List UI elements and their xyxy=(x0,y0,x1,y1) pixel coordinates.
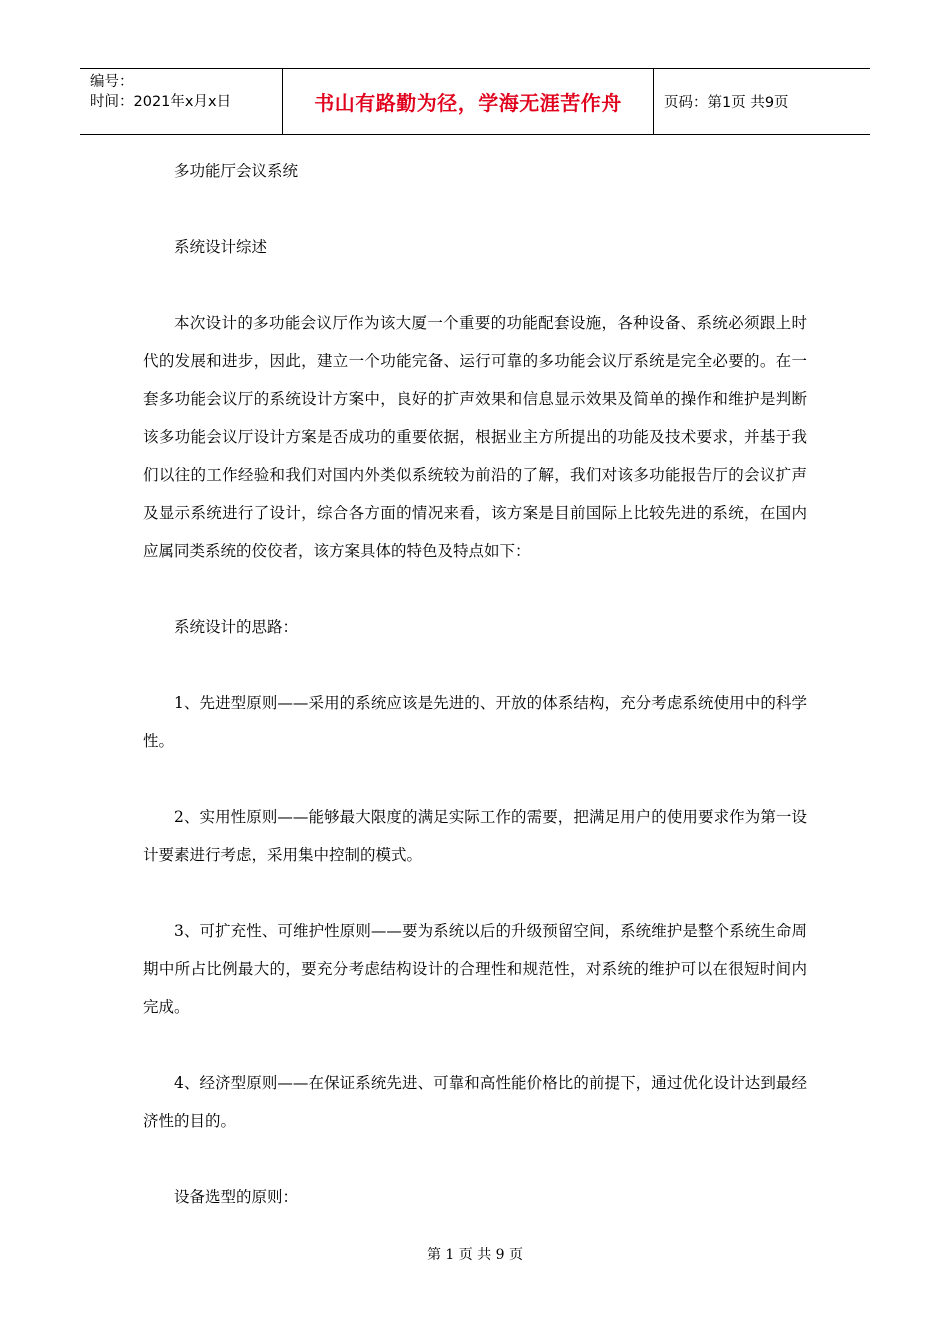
principle-item: 1、先进型原则——采用的系统应该是先进的、开放的体系结构，充分考虑系统使用中的科学性。 xyxy=(143,694,807,750)
footer-page-number: 第 1 页 共 9 页 xyxy=(426,1247,524,1263)
motto: 书山有路勤为径，学海无涯苦作舟 xyxy=(314,91,622,115)
page-footer xyxy=(0,1244,950,1264)
section-heading-overview: 系统设计综述 xyxy=(174,238,268,256)
section-heading-thinking: 系统设计的思路： xyxy=(174,618,299,636)
date-label: 时间：2021年x月x日 xyxy=(90,94,232,110)
header-motto-cell xyxy=(282,69,654,134)
page-code: 页码：第1页 共9页 xyxy=(664,95,789,111)
page-header xyxy=(80,68,870,135)
document-title: 多功能厅会议系统 xyxy=(174,162,299,180)
document-body xyxy=(143,152,807,1216)
section-heading-selection: 设备选型的原则： xyxy=(174,1188,299,1206)
overview-paragraph: 本次设计的多功能会议厅作为该大厦一个重要的功能配套设施，各种设备、系统必须跟上时代的发展和进步，因此，建立一个功能完备、运行可靠的多功能会议厅系统是完全必要的。在一套多功能会议厅的系统设计方案中，良好的扩声效果和信息显示效果及简单的操作和维护是判断该多功能会议厅设计方案是否成功的重要依据，根据业主方所提出的功能及技术要求，并基于我们以往的工作经验和我们对国内外类似系统较为前沿的了解，我们对该多功能报告厅的会议扩声及显示系统进行了设计，综合各方面的情况来看，该方案是目前国际上比较先进的系统，在国内应属同类系统的佼佼者，该方案具体的特色及特点如下： xyxy=(143,314,807,560)
header-page-code-cell xyxy=(654,69,870,134)
principle-item: 3、可扩充性、可维护性原则——要为系统以后的升级预留空间，系统维护是整个系统生命周期中所占比例最大的，要充分考虑结构设计的合理性和规范性，对系统的维护可以在很短时间内完成。 xyxy=(143,922,807,1016)
principle-item: 2、实用性原则——能够最大限度的满足实际工作的需要，把满足用户的使用要求作为第一设计要素进行考虑，采用集中控制的模式。 xyxy=(143,808,807,864)
number-label: 编号： xyxy=(90,74,134,90)
principle-item: 4、经济型原则——在保证系统先进、可靠和高性能价格比的前提下，通过优化设计达到最经济性的目的。 xyxy=(143,1074,807,1130)
header-meta xyxy=(80,69,282,134)
